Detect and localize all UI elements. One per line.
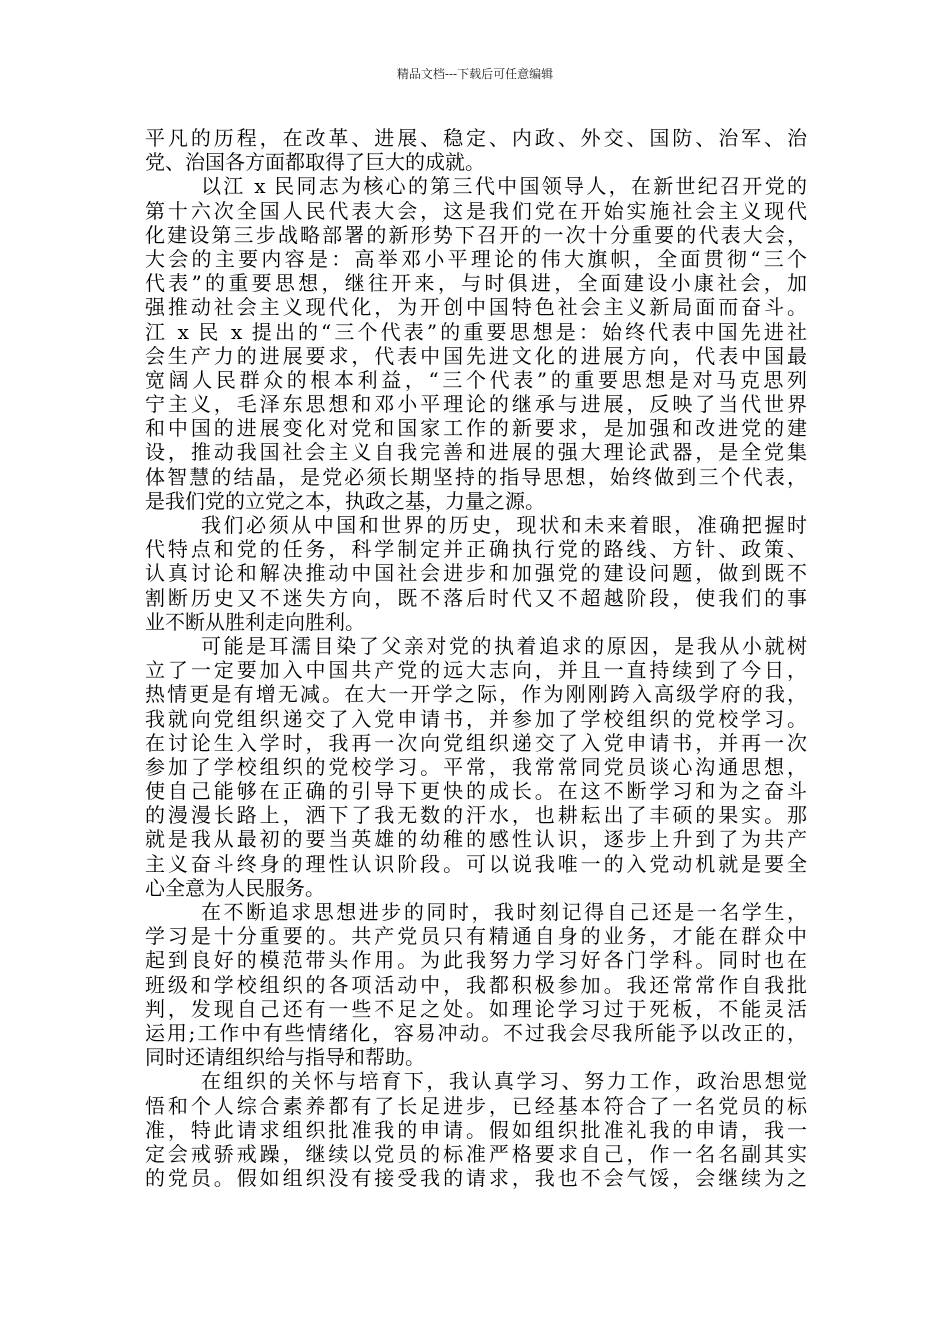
- text-line: 江 x 民 x 提出的“三个代表”的重要思想是：始终代表中国先进社: [145, 319, 807, 344]
- text-line: 定会戒骄戒躁，继续以党员的标准严格要求自己，作一名名副其实: [145, 1141, 807, 1166]
- text-line: 班级和学校组织的各项活动中，我都积极参加。我还常常作自我批: [145, 972, 807, 997]
- paragraph: [145, 900, 807, 1069]
- text-line: 党、治国各方面都取得了巨大的成就。: [145, 150, 485, 175]
- text-line: 立了一定要加入中国共产党的远大志向，并且一直持续到了今日，: [145, 658, 807, 683]
- text-line: 宽阔人民群众的根本利益，“三个代表”的重要思想是对马克思列: [145, 367, 807, 392]
- text-line: 以江 x 民同志为核心的第三代中国领导人，在新世纪召开党的: [201, 174, 807, 199]
- text-line: 就是我从最初的要当英雄的幼稚的感性认识，逐步上升到了为共产: [145, 827, 807, 852]
- text-line: 在组织的关怀与培育下，我认真学习、努力工作，政治思想觉: [201, 1069, 807, 1094]
- text-line: 大会的主要内容是：高举邓小平理论的伟大旗帜，全面贯彻“三个: [145, 246, 807, 271]
- text-line: 强推动社会主义现代化，为开创中国特色社会主义新局面而奋斗。: [145, 295, 807, 320]
- text-line: 的党员。假如组织没有接受我的请求，我也不会气馁，会继续为之: [145, 1166, 807, 1191]
- text-line: 在不断追求思想进步的同时，我时刻记得自己还是一名学生，: [201, 900, 807, 924]
- text-line: 使自己能够在正确的引导下更快的成长。在这不断学习和为之奋斗: [145, 779, 807, 804]
- text-line: 体智慧的结晶，是党必须长期坚持的指导思想，始终做到三个代表，: [145, 464, 807, 489]
- text-line: 平凡的历程，在改革、进展、稳定、内政、外交、国防、治军、治: [145, 126, 807, 150]
- text-line: 在讨论生入学时，我再一次向党组织递交了入党申请书，并再一次: [145, 730, 807, 755]
- document-body: [145, 126, 807, 1190]
- text-line: 主义奋斗终身的理性认识阶段。可以说我唯一的入党动机就是要全: [145, 851, 807, 876]
- text-line: 悟和个人综合素养都有了长足进步，已经基本符合了一名党员的标: [145, 1093, 807, 1118]
- text-line: 同时还请组织给与指导和帮助。: [145, 1045, 425, 1070]
- text-line: 我们必须从中国和世界的历史，现状和未来着眼，准确把握时: [201, 513, 807, 537]
- text-line: 学习是十分重要的。共产党员只有精通自身的业务，才能在群众中: [145, 924, 807, 949]
- text-line: 化建设第三步战略部署的新形势下召开的一次十分重要的代表大会，: [145, 222, 807, 247]
- paragraph: [145, 126, 807, 174]
- text-line: 判，发现自己还有一些不足之处。如理论学习过于死板，不能灵活: [145, 996, 807, 1021]
- text-line: 设，推动我国社会主义自我完善和进展的强大理论武器，是全党集: [145, 440, 807, 465]
- text-line: 认真讨论和解决推动中国社会进步和加强党的建设问题，做到既不: [145, 561, 807, 586]
- text-line: 代表”的重要思想，继往开来，与时俱进，全面建设小康社会，加: [145, 271, 807, 296]
- text-line: 业不断从胜利走向胜利。: [145, 609, 365, 634]
- text-line: 的漫漫长路上，洒下了我无数的汗水，也耕耘出了丰硕的果实。那: [145, 803, 807, 828]
- text-line: 第十六次全国人民代表大会，这是我们党在开始实施社会主义现代: [145, 198, 807, 223]
- text-line: 和中国的进展变化对党和国家工作的新要求，是加强和改进党的建: [145, 416, 807, 441]
- text-line: 准，特此请求组织批准我的申请。假如组织批准礼我的申请，我一: [145, 1117, 807, 1142]
- text-line: 宁主义，毛泽东思想和邓小平理论的继承与进展，反映了当代世界: [145, 392, 807, 417]
- text-line: 割断历史又不迷失方向，既不落后时代又不超越阶段，使我们的事: [145, 585, 807, 610]
- paragraph: [145, 1069, 807, 1190]
- text-line: 运用;工作中有些情绪化，容易冲动。不过我会尽我所能予以改正的，: [145, 1020, 807, 1045]
- paragraph: [145, 634, 807, 900]
- text-line: 代特点和党的任务，科学制定并正确执行党的路线、方针、政策、: [145, 537, 807, 562]
- text-line: 可能是耳濡目染了父亲对党的执着追求的原因，是我从小就树: [201, 633, 807, 658]
- paragraph: [145, 174, 807, 513]
- page-header: 精品文档---下载后可任意编辑: [396, 67, 554, 81]
- text-line: 我就向党组织递交了入党申请书，并参加了学校组织的党校学习。: [145, 706, 807, 731]
- text-line: 心全意为人民服务。: [145, 875, 325, 900]
- paragraph: [145, 513, 807, 634]
- text-line: 会生产力的进展要求，代表中国先进文化的进展方向，代表中国最: [145, 343, 807, 368]
- text-line: 热情更是有增无减。在大一开学之际，作为刚刚跨入高级学府的我，: [145, 682, 807, 707]
- text-line: 参加了学校组织的党校学习。平常，我常常同党员谈心沟通思想，: [145, 754, 807, 779]
- text-line: 起到良好的模范带头作用。为此我努力学习好各门学科。同时也在: [145, 948, 807, 973]
- text-line: 是我们党的立党之本，执政之基，力量之源。: [145, 488, 545, 513]
